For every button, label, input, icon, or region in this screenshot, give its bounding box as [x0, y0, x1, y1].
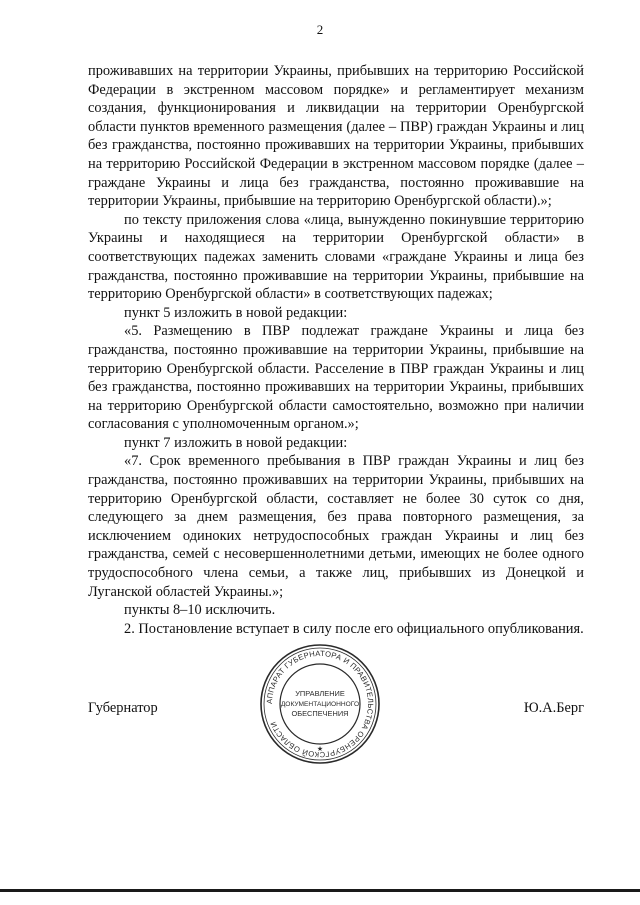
- seal-center-line-2: ДОКУМЕНТАЦИОННОГО: [280, 701, 360, 708]
- page-number: 2: [316, 22, 324, 37]
- document-body: [88, 62, 584, 638]
- paragraph-items-removed: пункты 8–10 исключить.: [124, 602, 276, 619]
- paragraph-effective-date: 2. Постановление вступает в силу после его официального опубликования.: [124, 620, 584, 637]
- seal-star-mark: ★: [316, 746, 324, 753]
- paragraph-item5-intro: пункт 5 изложить в новой редакции:: [124, 304, 348, 321]
- paragraph-continuation: проживавших на территории Украины, прибывших на территорию Российской Федерации в экстренном массовом порядке» и регламентирует механизм создания, функционирования и ликвидации на территории Оренбургской области пунктов временного размещения (далее – ПВР) граждан Украины и лиц без гражданства, постоянно проживавших на территории Украины, прибывших на территорию Российской Федерации в экстренном массовом порядке (далее – граждане Украины и лица без гражданства, постоянно проживавшие на территории Украины, прибывшие на территорию Оренбургской области).»;: [88, 63, 584, 210]
- seal-center-line-3: ОБЕСПЕЧЕНИЯ: [291, 709, 349, 718]
- seal-center-line-1: УПРАВЛЕНИЕ: [295, 689, 345, 698]
- seal-ring-text: АППАРАТ ГУБЕРНАТОРА И ПРАВИТЕЛЬСТВА ОРЕНБУРГСКОЙ ОБЛАСТИ: [264, 648, 376, 760]
- official-seal-stamp: [258, 642, 382, 766]
- signatory-name: Ю.А.Берг: [523, 700, 584, 716]
- paragraph-replace-words: по тексту приложения слова «лица, вынужденно покинувшие территорию Украины и находящиеся на территории Оренбургской области» в соответствующих падежах заменить словами «граждане Украины и лица без гражданства, постоянно проживавшие на территории Украины, прибывшие на территорию Оренбургской области» в соответствующих падежах;: [88, 211, 584, 303]
- paragraph-item5-text: «5. Размещению в ПВР подлежат граждане Украины и лица без гражданства, постоянно проживавшие на территории Украины, прибывшие на территорию Оренбургской области. Расселение в ПВР граждан Украины и лиц без гражданства, постоянно проживавших на территории Украины, прибывших на территорию Оренбургской области самостоятельно, возможно при наличии согласования с уполномоченным органом.»;: [88, 323, 584, 433]
- signatory-title: Губернатор: [88, 700, 158, 716]
- paragraph-item7-text: «7. Срок временного пребывания в ПВР граждан Украины и лиц без гражданства, постоянно проживавших на территории Украины, прибывших на территорию Оренбургской области, составляет не более 30 суток со дня, следующего за днем размещения, без права повторного размещения, за исключением одиноких нетрудоспособных граждан Украины и лиц без гражданства, семей с несовершеннолетними детьми, имеющих не более одного трудоспособного члена семьи, а также лиц, прибывших из Донецкой и Луганской областей Украины.»;: [88, 453, 584, 600]
- paragraph-item7-intro: пункт 7 изложить в новой редакции:: [124, 434, 348, 451]
- footer-divider: [0, 889, 640, 892]
